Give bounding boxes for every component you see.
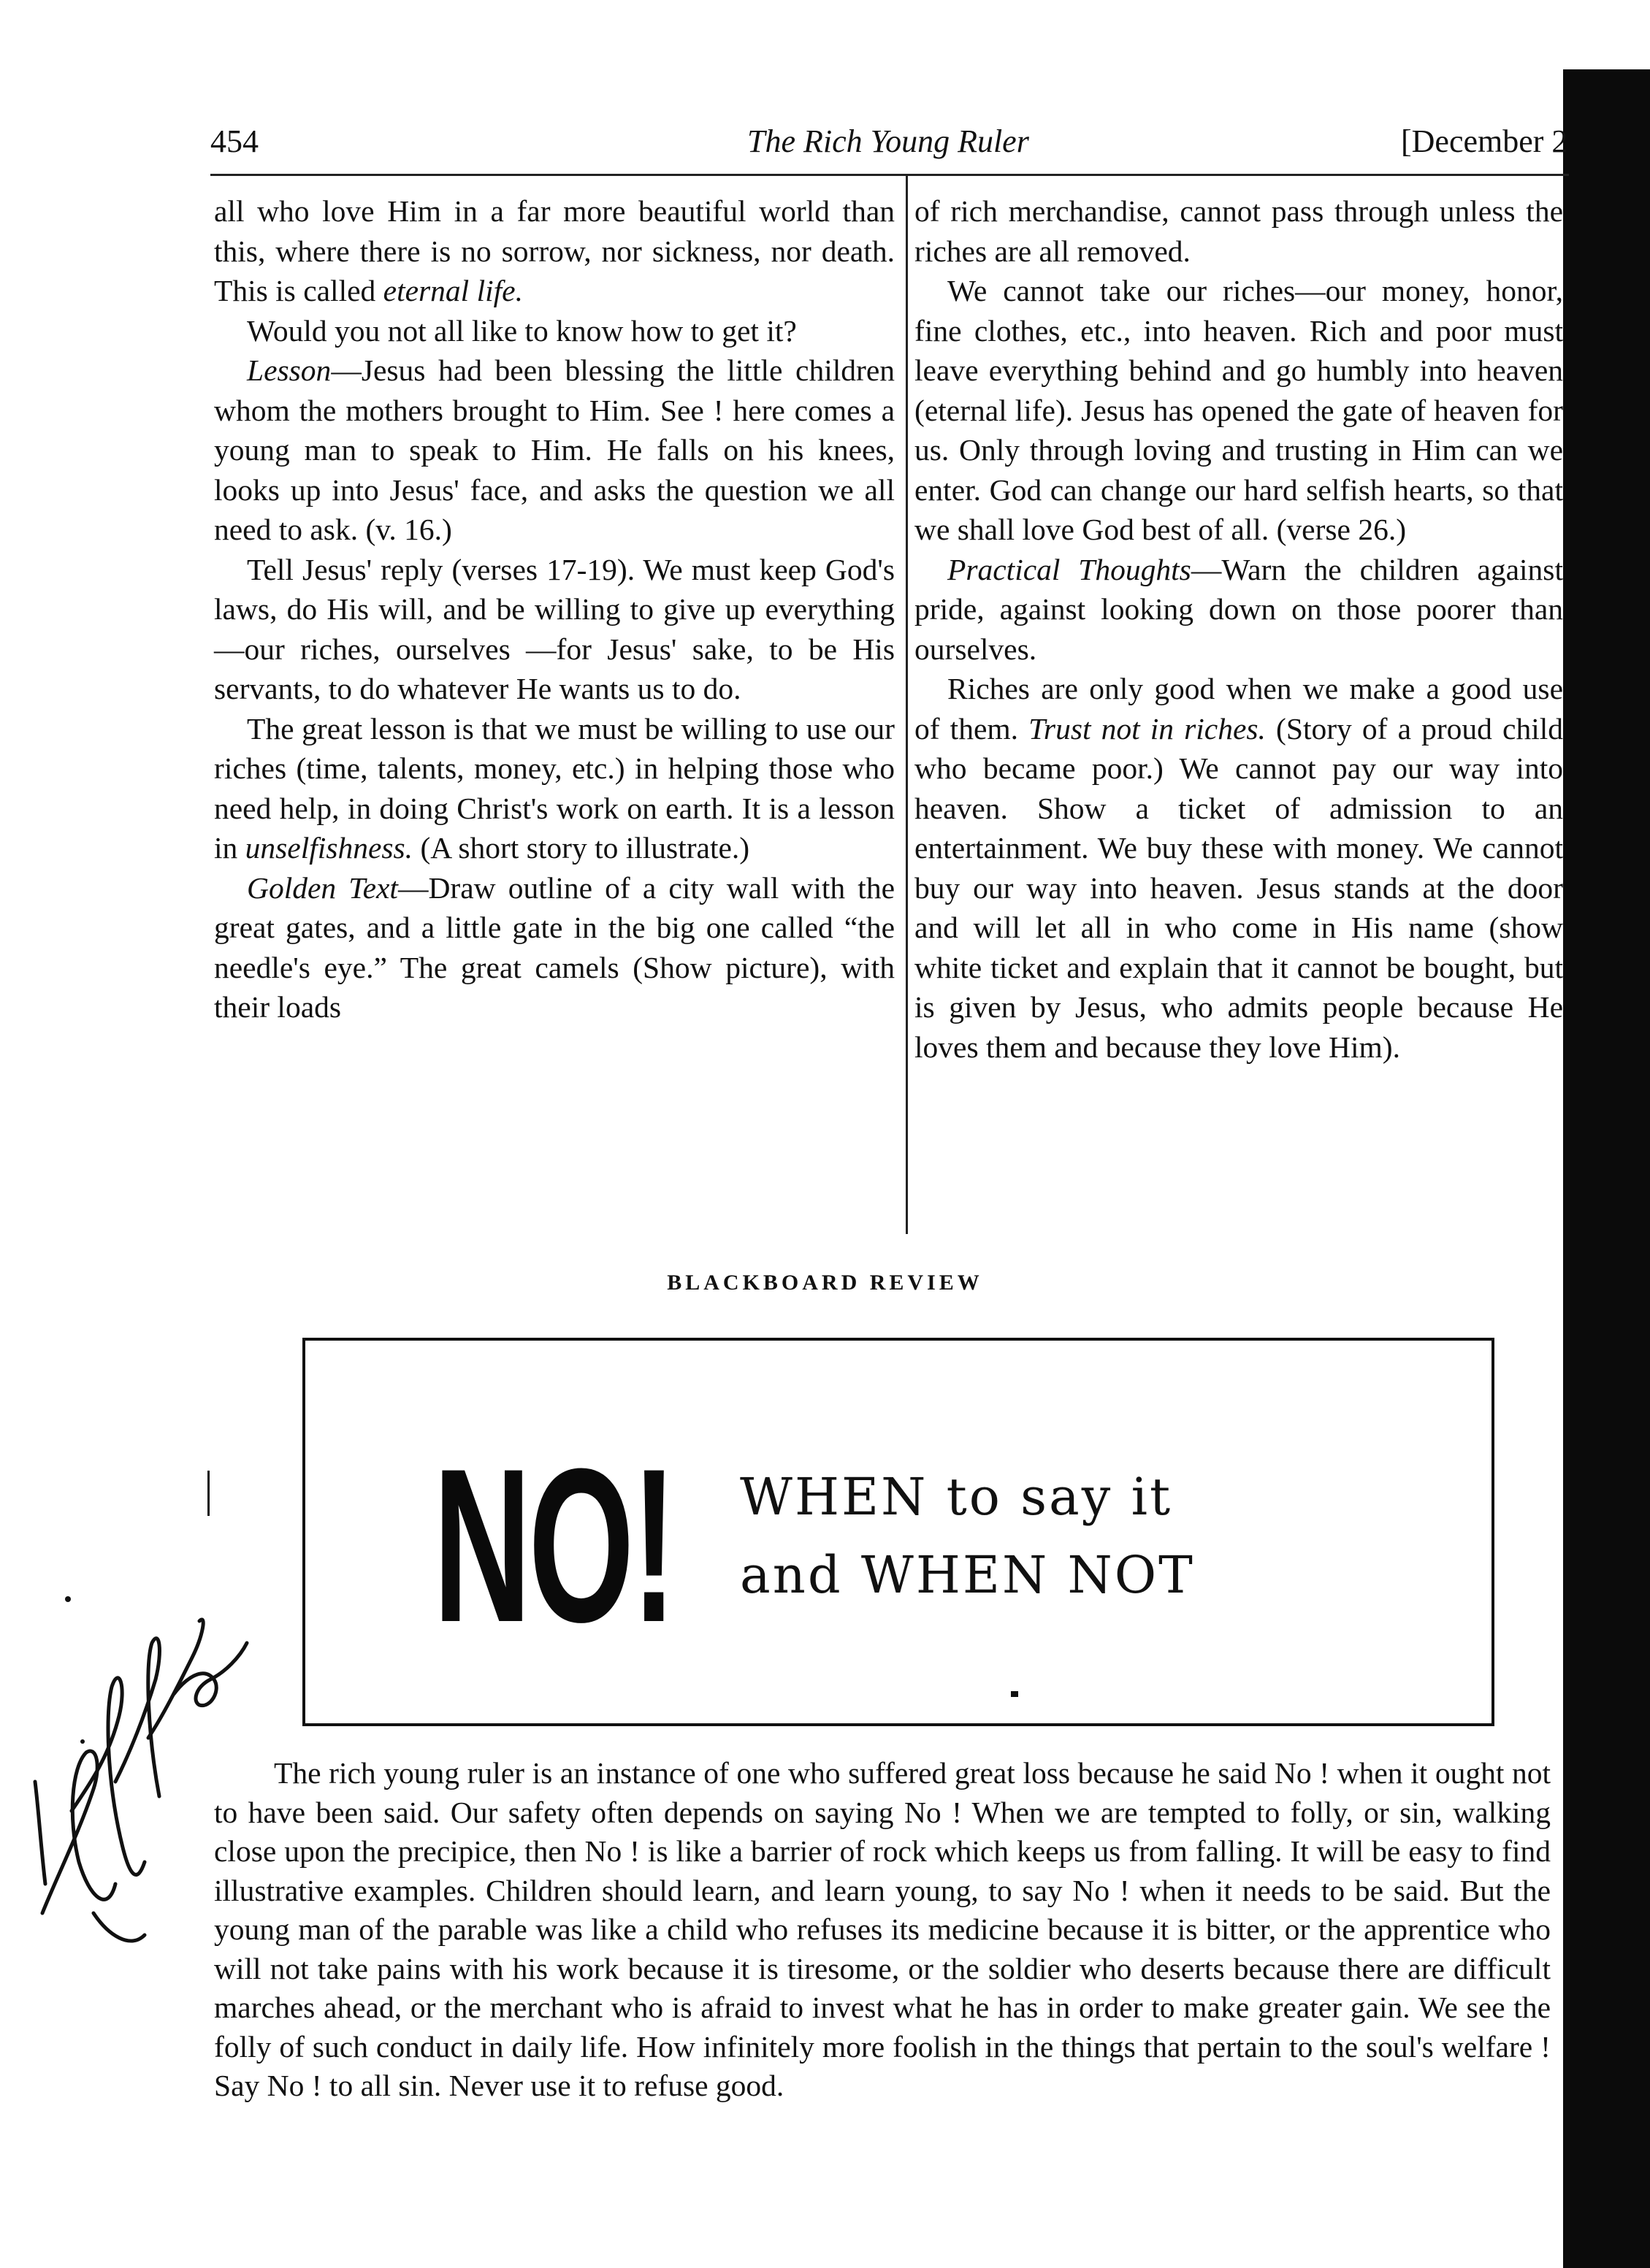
issue-date: [December 2: [1401, 123, 1568, 159]
left-column: [214, 191, 895, 1027]
running-title: The Rich Young Ruler: [747, 123, 1029, 159]
print-speck: [1011, 1691, 1018, 1697]
paragraph-jesus-reply: Tell Jesus' reply (verses 17-19). We must keep God's laws, do His will, and be willing to give up everything—our riches, ourselves —for Jesus' sake, to be His servants, to do whatever He wants us to do.: [214, 552, 895, 705]
paragraph-lesson: Lesson—Jesus had been blessing the little children whom the mothers brought to Him. See ! here comes a young man to speak to Him. He falls on his knees, looks up into Jesus' face, and asks the question we all need to ask. (v. 16.): [214, 353, 895, 546]
blackboard-review-heading: BLACKBOARD REVIEW: [667, 1271, 983, 1295]
paragraph-practical-thoughts: Practical Thoughts—Warn the children against pride, against looking down on those poorer than ourselves.: [914, 552, 1563, 666]
blackboard-line-when-not: and WHEN NOT: [740, 1545, 1195, 1605]
closing-paragraph: The rich young ruler is an instance of one who suffered great loss because he said No ! when it ought not to have been said. Our safety often depends on saying No ! When we are tempted to folly, or sin, walking close upon the precipice, then No ! is like a barrier of rock which keeps us from falling. It will be easy to find illustrative examples. Children should learn, and learn young, to say No ! when it needs to be said. But the young man of the parable was like a child who refuses its medicine because it is bitter, or the apprentice who will not take pains with his work because it is tiresome, or the soldier who deserts because there are difficult marches ahead, or the merchant who is afraid to invest what he has in order to make greater gain. We see the folly of such conduct in daily life. How infinitely more foolish in the things that pertain to the soul's welfare ! Say No ! to all sin. Never use it to refuse good.: [214, 1756, 1551, 2102]
paragraph-riches-heaven: We cannot take our riches—our money, honor, fine clothes, etc., into heaven. Rich and poor must leave everything behind and go humbly into heaven (eternal life). Jesus has opened the gate of heaven for us. Only through loving and trusting in Him can we enter. God can change our hard selfish hearts, so that we shall love God best of all. (verse 26.): [914, 274, 1563, 546]
big-no-word: NO!: [433, 1422, 674, 1668]
paragraph-question: Would you not all like to know how to get it?: [247, 313, 797, 348]
blackboard-line-when: WHEN to say it: [740, 1467, 1173, 1527]
margin-mark: [207, 1471, 210, 1516]
paragraph-golden-text: Golden Text—Draw outline of a city wall with the great gates, and a little gate in the big one called “the needle's eye.” The great camels (Show picture), with their loads: [214, 870, 895, 1024]
paragraph-riches-good-use: Riches are only good when we make a good use of them. Trust not in riches. (Story of a proud child who became poor.) We cannot pay our way into heaven. Show a ticket of admission to an entertainment. We buy these with money. We cannot buy our way into heaven. Jesus stands at the door and will let all in who come in His name (show white ticket and explain that it cannot be bought, but is given by Jesus, who admits people because He loves them and because they love Him).: [914, 672, 1563, 1064]
column-divider: [906, 175, 908, 1234]
paragraph-merchandise: of rich merchandise, cannot pass through unless the riches are all removed.: [914, 194, 1563, 268]
page-number: 454: [210, 123, 259, 159]
scan-edge-shadow: [1563, 69, 1650, 2268]
paragraph-great-lesson: The great lesson is that we must be willing to use our riches (time, talents, money, etc.) in helping those who need help, in doing Christ's work on earth. It is a lesson in unselfishness. (A short story to illustrate.): [214, 711, 895, 865]
paragraph-eternal-life: all who love Him in a far more beautiful world than this, where there is no sorrow, nor sickness, nor death. This is called eternal life.: [214, 194, 895, 307]
header-rule: [210, 174, 1569, 176]
right-column: [914, 191, 1563, 1067]
page-header: [210, 123, 1569, 174]
blackboard-box: [302, 1338, 1494, 1726]
